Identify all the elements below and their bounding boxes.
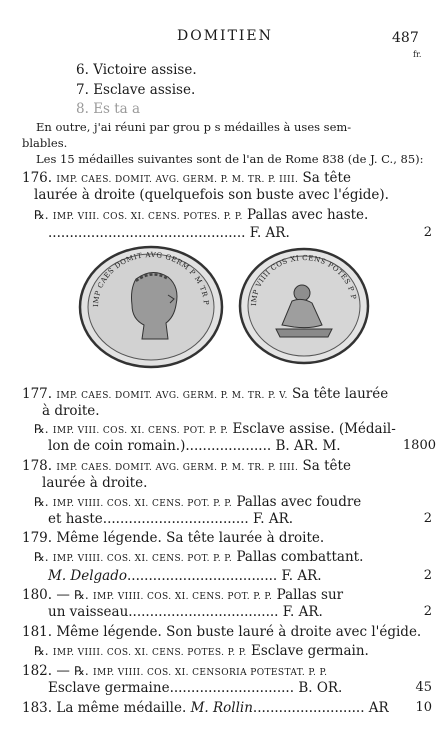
entry-182-grade-line: Esclave germaine............................. B. OR.	[48, 680, 343, 696]
entry-176-obverse-cont: laurée à droite (quelquefois son buste avec l'égide).	[34, 187, 389, 203]
entry-178-obverse: 178. IMP. CAES. DOMIT. AVG. GERM. P. M. TR. P. IIII. Sa tête	[22, 458, 351, 474]
entry-182-price: 45	[415, 680, 432, 695]
page-number: 487	[392, 30, 419, 46]
entry-176-obverse: 176. IMP. CAES. DOMIT. AVG. GERM. P. M. TR. P. IIII. Sa tête	[22, 170, 351, 186]
entry-179-reverse: ℞. IMP. VIIII. COS. XI. CENS. POT. P. P. Pallas combattant.	[34, 549, 364, 565]
entry-176-reverse: ℞. IMP. VIII. COS. XI. CENS. POTES. P. P. Pallas avec haste.	[34, 207, 369, 223]
entry-183: 183. La même médaille. M. Rollin.......................... AR	[22, 700, 389, 716]
entry-183-price: 10	[415, 700, 432, 715]
entry-180-grade-line: un vaisseau................................... F. AR.	[48, 604, 323, 620]
coin-obverse-image	[76, 243, 226, 371]
intro-line: En outre, j'ai réuni par grou p s médailles à uses sem-	[36, 120, 352, 134]
svg-text:IMP CAES DOMIT AVG GERM P M TR: IMP CAES DOMIT AVG GERM P M TR P	[91, 250, 211, 308]
entry-182-reverse: 182. — ℞. IMP. VIIII. COS. XI. CENSORIA POTESTAT. P. P.	[22, 663, 328, 679]
entry-179-price: 2	[423, 568, 432, 583]
entry-177-obverse: 177. IMP. CAES. DOMIT. AVG. GERM. P. M. TR. P. V. Sa tête laurée	[22, 386, 389, 402]
intro-line: blables.	[22, 136, 68, 150]
currency-unit: fr.	[413, 50, 422, 59]
entry-176-grade-line: .............................................. F. AR.	[48, 225, 290, 241]
entry-181-obverse: 181. Même légende. Son buste lauré à droite avec l'égide.	[22, 624, 422, 640]
list-item: 6. Victoire assise.	[76, 62, 197, 78]
coin-reverse-image	[236, 245, 372, 367]
entry-177-obverse-cont: à droite.	[42, 403, 100, 419]
entry-177-price: 1800	[402, 438, 436, 453]
entry-181-reverse: ℞. IMP. VIIII. COS. XI. CENS. POTES. P. P. Esclave germain.	[34, 643, 369, 659]
entry-177-grade-line: lon de coin romain.).................... B. AR. M.	[48, 438, 341, 454]
entry-177-reverse: ℞. IMP. VIII. COS. XI. CENS. POT. P. P. Esclave assise. (Médail-	[34, 421, 396, 437]
intro-line: Les 15 médailles suivantes sont de l'an de Rome 838 (de J. C., 85):	[36, 152, 424, 166]
entry-180-price: 2	[423, 604, 432, 619]
entry-178-obverse-cont: laurée à droite.	[42, 475, 148, 491]
entry-178-reverse: ℞. IMP. VIIII. COS. XI. CENS. POT. P. P. Pallas avec foudre	[34, 494, 362, 510]
entry-178-price: 2	[423, 511, 432, 526]
entry-180-reverse: 180. — ℞. IMP. VIIII. COS. XI. CENS. POT. P. P. Pallas sur	[22, 587, 344, 603]
entry-179-grade-line: M. Delgado................................... F. AR.	[48, 568, 322, 584]
svg-text:IMP VIIII COS XI CENS POTES P: IMP VIIII COS XI CENS POTES P P	[249, 253, 358, 307]
entry-176-price: 2	[423, 225, 432, 240]
list-item: 7. Esclave assise.	[76, 82, 196, 98]
running-header: DOMITIEN	[177, 28, 273, 44]
entry-178-grade-line: et haste.................................. F. AR.	[48, 511, 294, 527]
list-item: 8. Es ta a	[76, 101, 141, 117]
entry-179-obverse: 179. Même légende. Sa tête laurée à droite.	[22, 530, 325, 546]
